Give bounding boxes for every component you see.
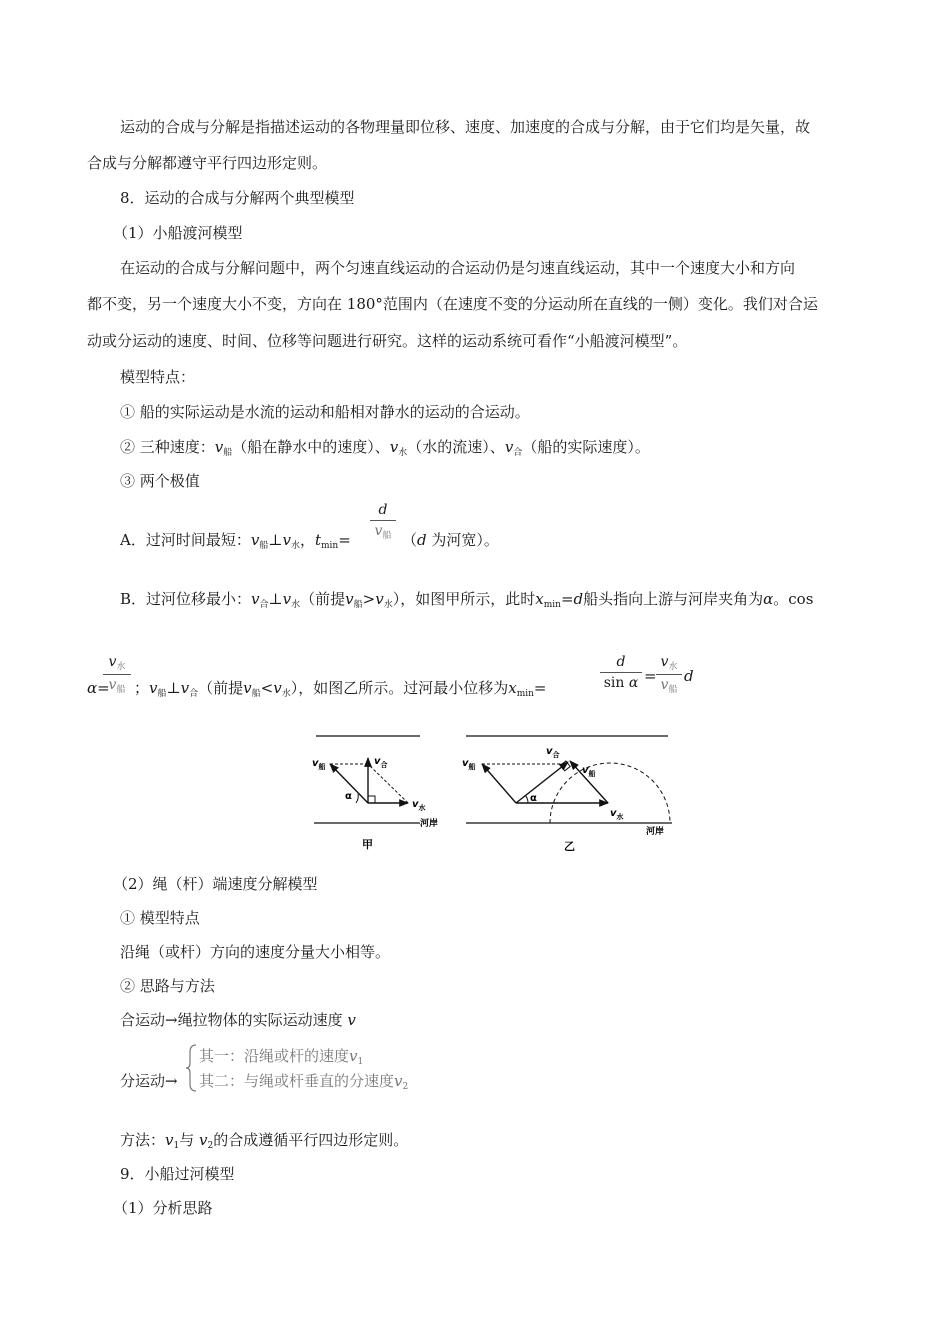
jia-right-angle-mark (368, 796, 375, 803)
yi-v-sum-label: $v_合$ (546, 746, 560, 759)
item-b-line2: ；$v_船\perp v_合$（前提$v_船<v_水$），如图乙所示。过河最小位移为$x_{min}=$ (134, 679, 547, 699)
tmin-fraction: d $v_船$ (370, 502, 396, 541)
yi-v-boat-arrow (482, 764, 516, 803)
para1-line1: 运动的合成与分解是指描述运动的各物理量即位移、速度、加速度的合成与分解，由于它们均是矢量，故 (120, 118, 811, 136)
yi-v-water-label: $v_水$ (610, 808, 624, 821)
para2-line3: 动或分运动的速度、时间、位移等问题进行研究。这样的运动系统可看作“小船渡河模型”。 (87, 332, 688, 350)
yi-bank-label: 河岸 (646, 827, 665, 837)
xmin-d: d (684, 667, 694, 685)
yi-alpha-arc (525, 795, 528, 803)
xmin-fraction-1: d sin α (600, 654, 642, 691)
feature-3: ③ 两个极值 (120, 472, 200, 490)
jia-caption: 甲 (362, 838, 373, 851)
rope-method-text: 方法：$v_1$与 $v_2$的合成遵循平行四边形定则。 (120, 1131, 409, 1151)
section-9-subtitle: （1）分析思路 (113, 1199, 213, 1217)
item-b: B．过河位移最小：$v_合\perp v_水$（前提$v_船>v_水$），如图甲所示，此时$x_{min}=d$船头指向上游与河岸夹角为α。cos (120, 590, 814, 610)
jia-alpha-label: α (345, 791, 352, 802)
jia-v-water-label: $v_水$ (412, 799, 426, 812)
rope-feature-text: 沿绳（或杆）方向的速度分量大小相等。 (120, 943, 391, 961)
rope-split-item-1: 其一：沿绳或杆的速度$v_1$ (199, 1047, 364, 1067)
rope-method-title: ② 思路与方法 (120, 977, 215, 995)
cos-fraction: $v_水$ $v_船$ (103, 654, 131, 695)
para2-line2: 都不变，另一个速度大小不变，方向在 180°范围内（在速度不变的分运动所在直线的一侧）变化。我们对合运 (87, 295, 818, 313)
item-a-note: （d 为河宽）。 (402, 531, 499, 549)
para1-line2: 合成与分解都遵守平行四边形定则。 (87, 154, 328, 172)
subsection-1-title: （1）小船渡河模型 (113, 224, 243, 242)
jia-v-boat-label: $v_船$ (312, 758, 326, 771)
yi-right-angle-mark (560, 761, 570, 771)
rope-total-motion: 合运动→绳拉物体的实际运动速度 v (120, 1011, 356, 1029)
rope-split-label: 分运动→ (120, 1072, 178, 1090)
jia-dashed-diagonal (368, 764, 408, 803)
river-crossing-figure (300, 728, 690, 858)
xmin-fraction-2: $v_水$ $v_船$ (656, 654, 682, 695)
curly-brace (186, 1044, 198, 1092)
jia-bank-label: 河岸 (420, 819, 439, 829)
section-8-title: 8．运动的合成与分解两个典型模型 (120, 189, 355, 207)
rope-feature-title: ① 模型特点 (120, 909, 200, 927)
figure-jia (312, 736, 438, 851)
yi-alpha-label: α (530, 793, 537, 804)
rope-split-item-2: 其二：与绳或杆垂直的分速度$v_2$ (199, 1072, 409, 1092)
subsection-2-title: （2）绳（杆）端速度分解模型 (113, 875, 318, 893)
feature-2: ② 三种速度：$v_船$（船在静水中的速度）、$v_水$（水的流速）、$v_合$（船的实际速度）。 (120, 438, 650, 458)
feature-1: ① 船的实际运动是水流的运动和船相对静水的运动的合运动。 (120, 403, 530, 421)
yi-caption: 乙 (564, 840, 575, 853)
item-b-cos-lhs: α= (87, 679, 110, 697)
para2-line1: 在运动的合成与分解问题中，两个匀速直线运动的合运动仍是匀速直线运动，其中一个速度大小和方向 (120, 259, 796, 277)
item-a: A．过河时间最短：$v_船\perp v_水$，$t_{min}=$ (120, 531, 351, 551)
yi-v-sum-arrow (516, 762, 568, 803)
yi-v-boat-label: $v_船$ (462, 758, 476, 771)
yi-v-boat-radius-label: $v_船$ (582, 765, 596, 778)
figure-yi (462, 736, 672, 853)
jia-alpha-arc (356, 794, 358, 803)
features-title: 模型特点： (120, 368, 196, 386)
section-9-title: 9．小船过河模型 (120, 1165, 235, 1183)
xmin-equals: = (644, 667, 657, 685)
jia-v-sum-label: $v_合$ (374, 756, 388, 769)
